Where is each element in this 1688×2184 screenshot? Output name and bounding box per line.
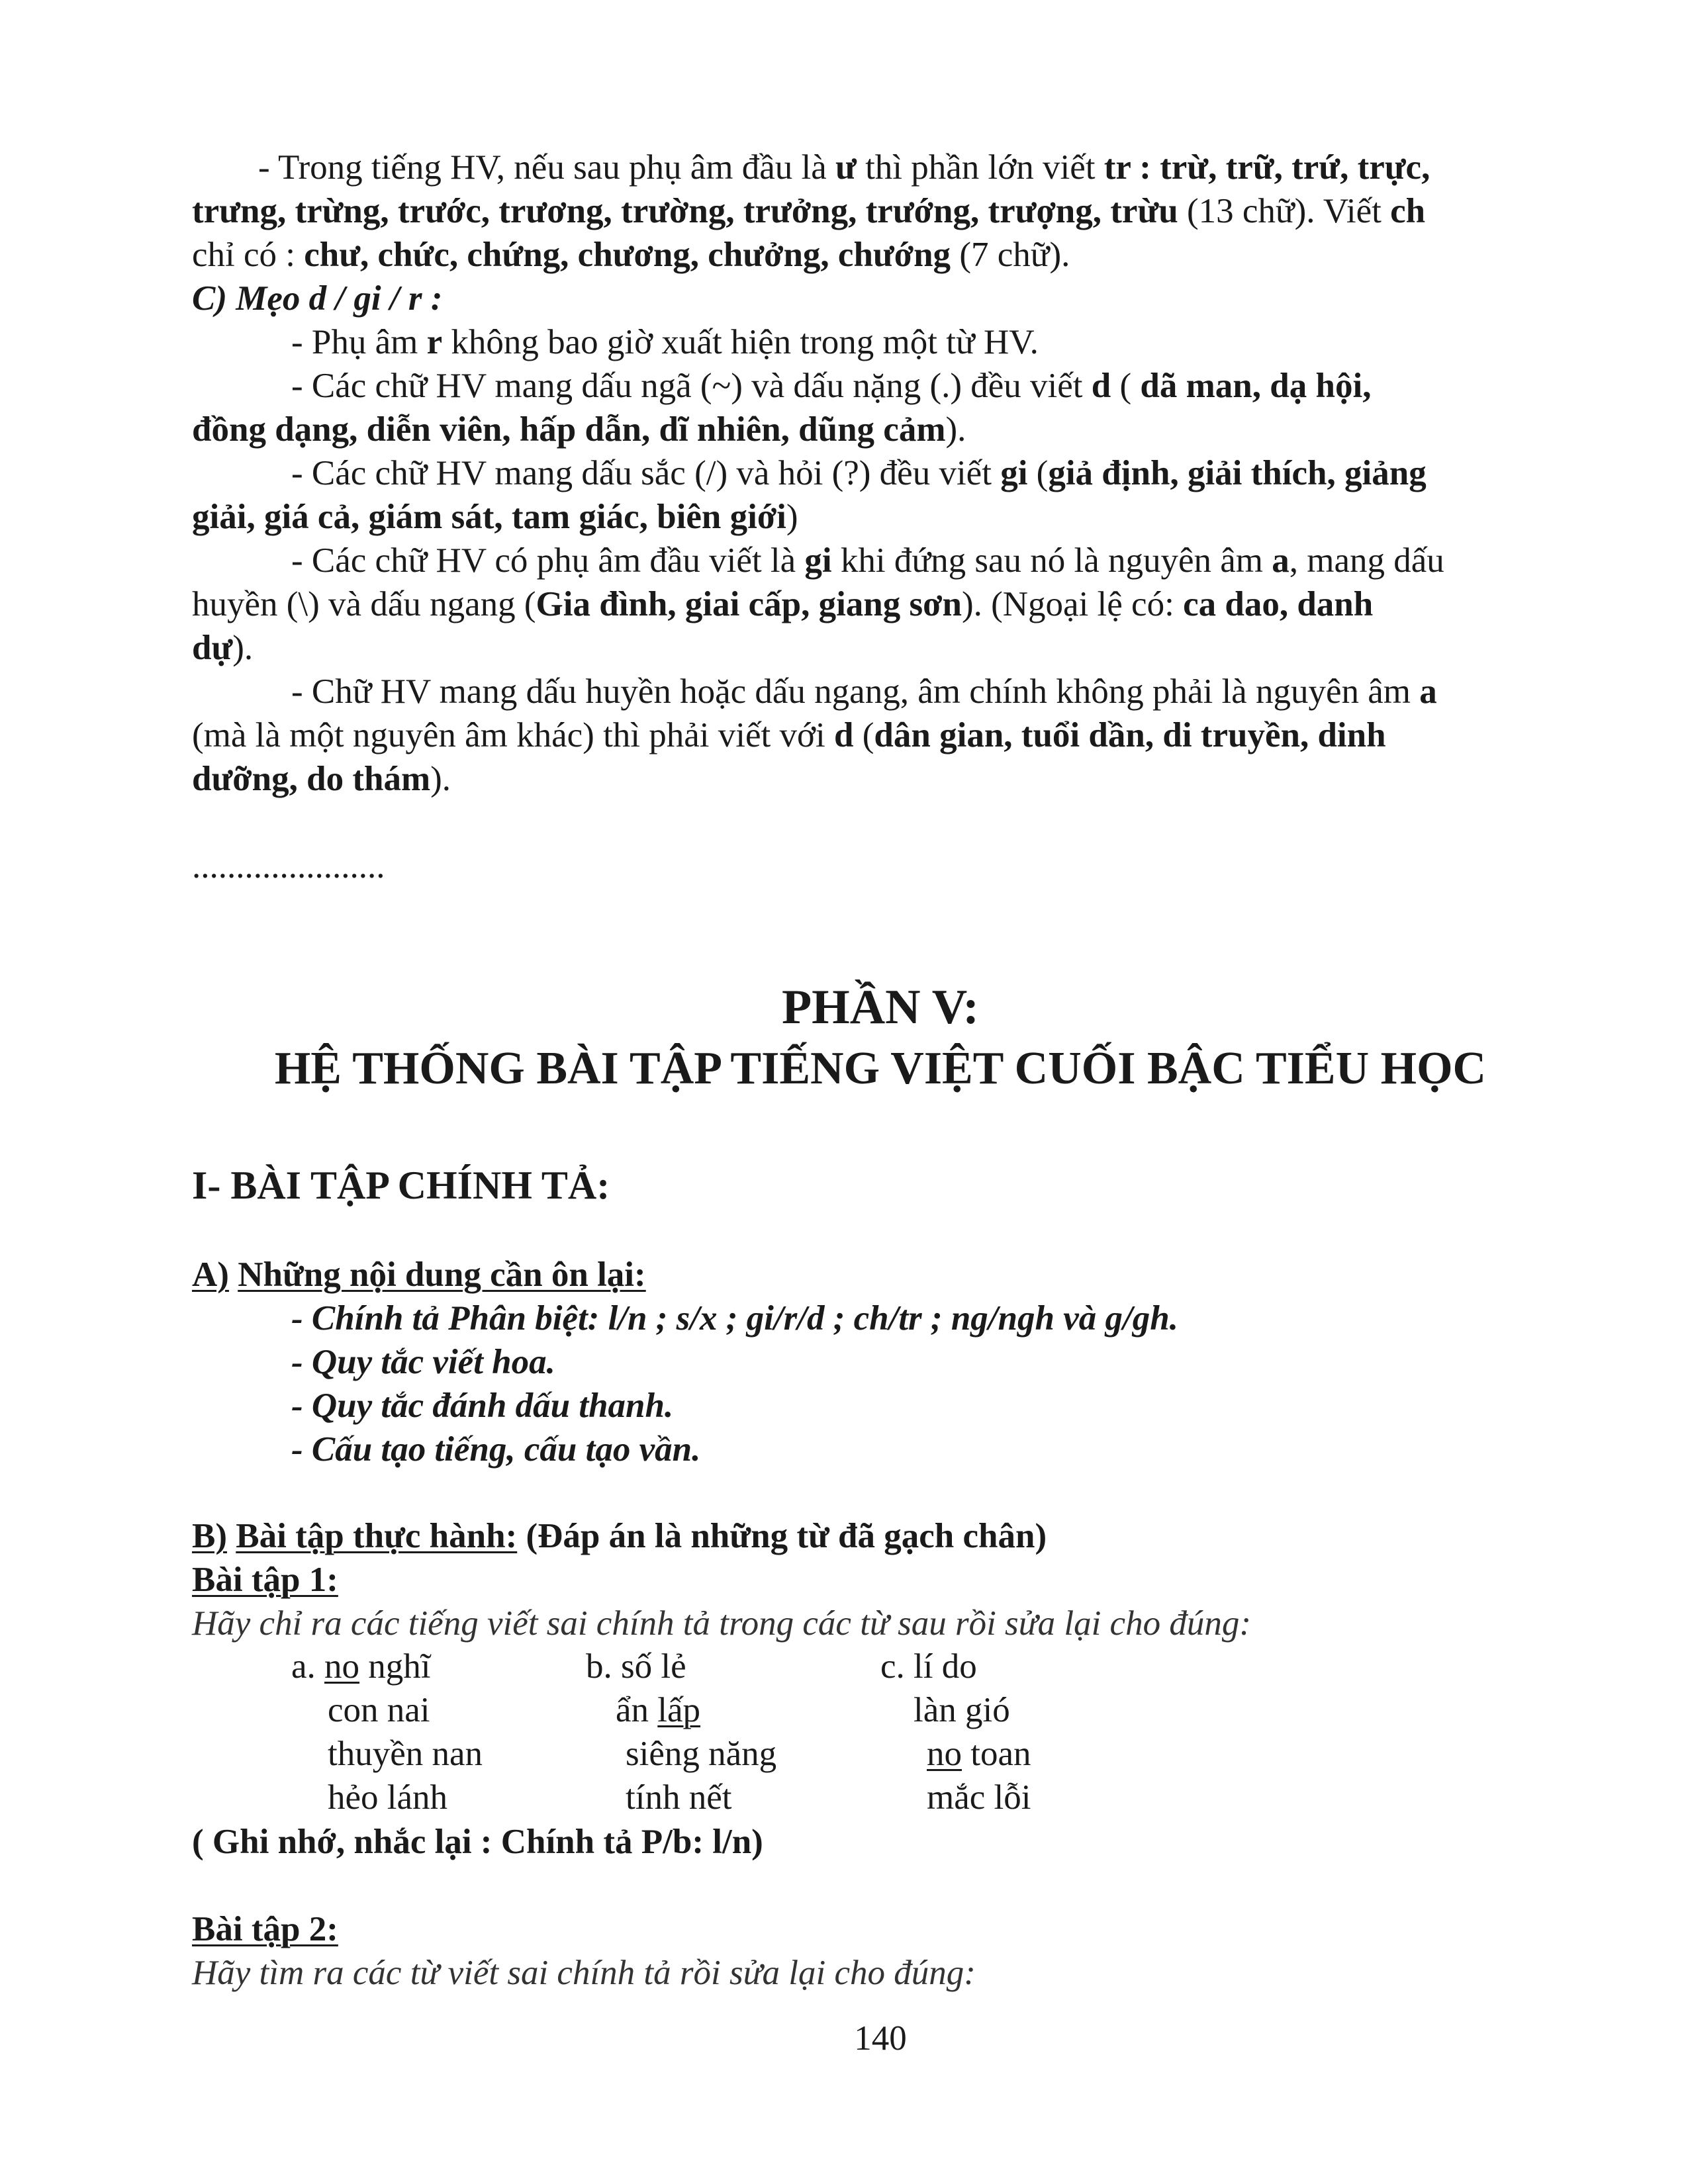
intro-line-2: trưng, trừng, trước, trương, trường, trưởng, trướng, trượng, trừu (13 chữ). Viết ch: [192, 192, 1426, 230]
exercise-1-label: Bài tập 1:: [192, 1561, 338, 1599]
dots-separator: ......................: [192, 847, 385, 886]
review-item-4: - Cấu tạo tiếng, cấu tạo vần.: [291, 1430, 701, 1469]
review-item-2: - Quy tắc viết hoa.: [291, 1343, 555, 1381]
review-item-3: - Quy tắc đánh dấu thanh.: [291, 1387, 674, 1425]
exercise-1-instruction: Hãy chỉ ra các tiếng viết sai chính tả trong các từ sau rồi sửa lại cho đúng:: [192, 1604, 1251, 1643]
rule-d2-line-3: dưỡng, do thám).: [192, 760, 451, 798]
section-a-heading: A) Những nội dung cần ôn lại:: [192, 1255, 646, 1294]
rule-d2-line-2: (mà là một nguyên âm khác) thì phải viết với d (dân gian, tuổi dần, di truyền, dinh: [192, 716, 1386, 754]
section-b-heading: B) Bài tập thực hành: (Đáp án là những từ đã gạch chân): [192, 1517, 1047, 1555]
ex1-col-c-row-1: c. lí do: [880, 1647, 977, 1686]
ex1-col-a-row-4: hẻo lánh: [328, 1778, 448, 1817]
ex1-col-b-row-3: siêng năng: [626, 1735, 777, 1773]
rule-r: - Phụ âm r không bao giờ xuất hiện trong một từ HV.: [291, 323, 1039, 361]
intro-line-3: chỉ có : chư, chức, chứng, chương, chưởng, chướng (7 chữ).: [192, 236, 1070, 274]
page-number: 140: [854, 2019, 907, 2058]
ex1-col-b-row-4: tính nết: [626, 1778, 732, 1817]
rule-gi-a-line-2: huyền (\) và dấu ngang (Gia đình, giai cấp, giang sơn). (Ngoại lệ có: ca dao, danh: [192, 585, 1374, 623]
section-c-heading: C) Mẹo d / gi / r :: [192, 279, 443, 318]
ex1-col-a-row-2: con nai: [328, 1691, 430, 1729]
rule-gi-a-line-3: dự).: [192, 629, 254, 667]
rule-gi-a-line-1: - Các chữ HV có phụ âm đầu viết là gi khi đứng sau nó là nguyên âm a, mang dấu: [291, 541, 1444, 580]
ex1-col-a-row-1: a. no nghĩ: [291, 1647, 431, 1686]
ex1-col-c-row-3: no toan: [927, 1735, 1031, 1773]
rule-gi-line-2: giải, giá cả, giám sát, tam giác, biên giới): [192, 498, 798, 536]
exercise-2-label: Bài tập 2:: [192, 1910, 338, 1948]
exercise-1-note: ( Ghi nhớ, nhắc lại : Chính tả P/b: l/n): [192, 1823, 763, 1861]
intro-line-1: - Trong tiếng HV, nếu sau phụ âm đầu là ư thì phần lớn viết tr : trừ, trữ, trứ, trực,: [258, 148, 1430, 187]
exercise-2-instruction: Hãy tìm ra các từ viết sai chính tả rồi sửa lại cho đúng:: [192, 1954, 976, 1992]
rule-gi-line-1: - Các chữ HV mang dấu sắc (/) và hỏi (?) đều viết gi (giả định, giải thích, giảng: [291, 454, 1427, 492]
rule-d-line-2: đồng dạng, diễn viên, hấp dẫn, dĩ nhiên, dũng cảm).: [192, 410, 966, 449]
ex1-col-a-row-3: thuyền nan: [328, 1735, 483, 1773]
rule-d2-line-1: - Chữ HV mang dấu huyền hoặc dấu ngang, âm chính không phải là nguyên âm a: [291, 672, 1437, 711]
part-title: PHẦN V:: [781, 980, 980, 1034]
ex1-col-c-row-2: làn gió: [914, 1691, 1010, 1729]
section-i-heading: I- BÀI TẬP CHÍNH TẢ:: [192, 1163, 610, 1207]
part-subtitle: HỆ THỐNG BÀI TẬP TIẾNG VIỆT CUỐI BẬC TIỂU HỌC: [274, 1043, 1487, 1094]
rule-d-line-1: - Các chữ HV mang dấu ngã (~) và dấu nặng (.) đều viết d ( dã man, dạ hội,: [291, 367, 1372, 405]
ex1-col-b-row-1: b. số lẻ: [586, 1647, 686, 1686]
ex1-col-c-row-4: mắc lỗi: [927, 1778, 1031, 1817]
ex1-col-b-row-2: ẩn lấp: [616, 1691, 701, 1729]
review-item-1: - Chính tả Phân biệt: l/n ; s/x ; gi/r/d ; ch/tr ; ng/ngh và g/gh.: [291, 1299, 1178, 1338]
